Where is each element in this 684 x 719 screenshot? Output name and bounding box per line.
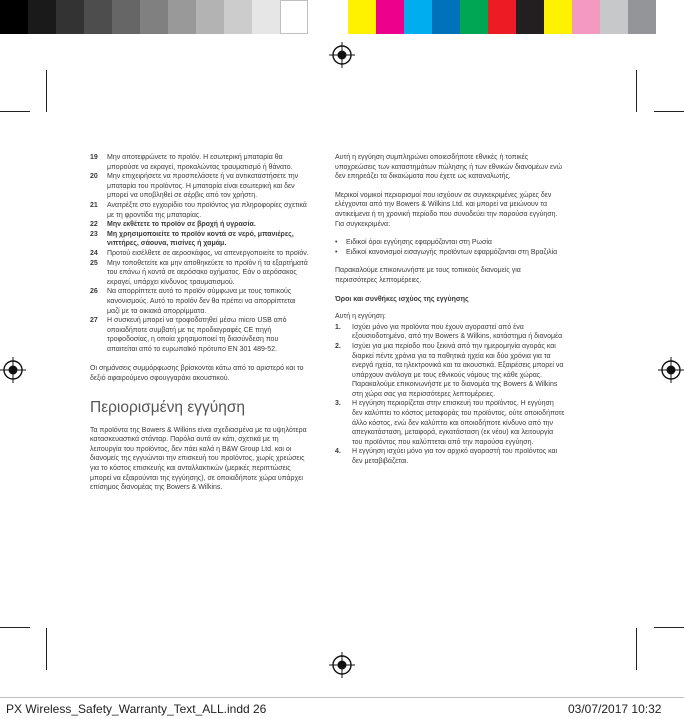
list-item (90, 201, 310, 220)
crop-mark (654, 111, 684, 112)
item-number: 22 (90, 221, 98, 229)
list-item (90, 220, 310, 230)
item-text: Να απορρίπτετε αυτό το προϊόν σύμφωνα με τους τοπικούς κανονισμούς. Αυτό το προϊόν δεν θα πρέπει να απορρίπτεται μαζί με τα οικιακά απορρίμματα. (107, 288, 296, 315)
footer-filename: PX Wireless_Safety_Warranty_Text_ALL.indd 26 (6, 702, 267, 716)
crop-mark (636, 70, 637, 112)
item-text: Η εγγύηση ισχύει μόνο για τον αρχικό αγοραστή του προϊόντος και δεν μεταβιβάζεται. (352, 448, 558, 466)
item-number: 23 (90, 230, 98, 238)
item-number: 3. (335, 400, 341, 408)
crop-mark (0, 627, 30, 628)
footer-date: 03/07/2017 10:32 (568, 702, 662, 716)
color-swatch (628, 0, 656, 34)
list-item (90, 153, 310, 172)
crop-mark (46, 70, 47, 112)
color-swatch (460, 0, 488, 34)
color-swatch (112, 0, 140, 34)
terms-subheading: Όροι και συνθήκες ισχύος της εγγύησης (335, 295, 469, 303)
list-item (90, 230, 310, 249)
item-number: 21 (90, 201, 98, 209)
contact-distributor-paragraph: Παρακαλούμε επικοινωνήστε με τους τοπικούς διανομείς για περισσότερες λεπτομέρειες. (335, 267, 521, 284)
crop-mark (0, 111, 30, 112)
registration-mark-icon (658, 357, 684, 383)
item-text: Μη χρησιμοποιείτε το προϊόν κοντά σε νερό, μπανιέρες, νιπτήρες, σάουνα, πισίνες ή χαμάμ. (107, 230, 294, 248)
color-swatch (252, 0, 280, 34)
compliance-note: Οι σημάνσεις συμμόρφωσης βρίσκονται κάτω από το αριστερό και το δεξιό αφαιρούμενο σφουγγαράκι ακουστικού. (90, 365, 304, 383)
color-swatch (84, 0, 112, 34)
color-swatch (404, 0, 432, 34)
item-text: Μην αποτεφρώνετε το προϊόν. Η εσωτερική μπαταρία θα μπορούσε να εκραγεί, προκαλώντας τραυματισμό ή θάνατο. (107, 154, 293, 171)
item-number: 2. (335, 342, 341, 350)
item-text: Μην εκθέτετε το προϊόν σε βροχή ή υγρασία. (107, 221, 256, 229)
item-number: 4. (335, 448, 341, 456)
warranty-supplement-paragraph: Αυτή η εγγύηση συμπληρώνει οποιεσδήποτε εθνικές ή τοπικές υποχρεώσεις των καταστημάτων πώλησης ή των εθνικών διανομέων ενώ δεν επηρεάζει τα δικαιώματα που έχετε ως καταναλωτής. (335, 154, 563, 181)
list-item: • Ειδικοί όροι εγγύησης εφαρμόζονται στη Ρωσία (335, 239, 492, 247)
item-number: 1. (335, 323, 341, 331)
item-text: Μην επιχειρήσετε να προσπελάσετε ή να αντικαταστήσετε την μπαταρία του προϊόντος. Η μπαταρία είναι εσωτερική και δεν μπορεί να υποβληθεί σε σέρβις από τον χρήστη. (107, 173, 299, 200)
item-text: Η εγγύηση περιορίζεται στην επισκευή του προϊόντος. Η εγγύηση δεν καλύπτει το κόστος μεταφοράς του προϊόντος, ούτε οποιοδήποτε άλλο κόστος, ενώ δεν καλύπτει και οποιοδήποτε κίνδυνο από την απεγκατάσταση, μεταφορά, εγκατάσταση (εκ νέου) και λειτουργία του προϊόντος που καλύπτεται από την παρούσα εγγύηση. (352, 400, 565, 446)
list-item (335, 323, 565, 342)
color-swatch (0, 0, 28, 34)
item-text: Προτού εισέλθετε σε αεροσκάφος, να απενεργοποιείτε το προϊόν. (107, 249, 309, 257)
crop-mark (654, 627, 684, 628)
color-swatch (280, 0, 308, 34)
list-item (90, 287, 310, 316)
color-swatch (432, 0, 460, 34)
registration-mark-icon (329, 42, 355, 68)
color-swatch (488, 0, 516, 34)
item-number: 26 (90, 288, 98, 296)
right-column (335, 153, 565, 467)
color-swatch (168, 0, 196, 34)
color-swatch (600, 0, 628, 34)
color-swatch (572, 0, 600, 34)
color-swatch (28, 0, 56, 34)
item-text: Ισχύει για μια περίοδο που ξεκινά από την ημερομηνία αγοράς και διαρκεί πέντε χρόνια για τα παθητικά ηχεία και δύο χρόνια για τα ενεργά ηχεία, τα ηλεκτρονικά και τα ακουστικά. Εξαιρέσεις μπορεί να υπάρχουν ανάλογα με τους εθνικούς νόμους της κάθε χώρας. Παρακαλούμε επικοινωνήστε με το διανομέα της Bowers & Wilkins στη χώρα σας για περισσότερες λεπτομέρειες. (352, 342, 564, 398)
warranty-paragraph: Τα προϊόντα της Bowers & Wilkins είναι σχεδιασμένα με τα υψηλότερα κατασκευαστικά στάνταρ. Παρόλα αυτά αν κάτι, σχετικά με τη λειτουργία του προϊόντος, δεν πάει καλά η B&W Group Ltd. και οι διανομείς της εγγυώνται την επισκευή του προϊόντος, χωρίς χρεώσεις για το κόστος επισκευής και ανταλλακτικών (μερικές περιπτώσεις μπορεί να εξαιρούνται της εγγύησης), σε οποιαδήποτε χώρα υπάρχει επίσημος διανομέας της Bowers & Wilkins. (90, 426, 307, 492)
item-number: 20 (90, 173, 98, 181)
grayscale-color-bar (0, 0, 308, 34)
color-swatch (376, 0, 404, 34)
country-exceptions-list (335, 238, 565, 257)
limited-warranty-heading: Περιορισμένη εγγύηση (90, 398, 246, 416)
crop-mark (636, 628, 637, 670)
legal-limits-paragraph: Μερικοί νομικοί περιορισμοί που ισχύουν σε συγκεκριμένες χώρες δεν ελέγχονται από την Bowers & Wilkins Ltd. και μπορεί να μειώνουν τα αντικείμενα ή τη χρονική περίοδο που συνοδεύει την παρούσα εγγύηση. Για συγκεκριμένα: (335, 191, 558, 228)
item-number: 27 (90, 317, 98, 325)
registration-mark-icon (0, 357, 26, 383)
item-number: 24 (90, 249, 98, 257)
color-swatch (516, 0, 544, 34)
list-item (90, 172, 310, 201)
list-item (90, 316, 310, 354)
crop-mark (46, 628, 47, 670)
list-item (90, 259, 310, 288)
color-swatch (224, 0, 252, 34)
color-swatch (544, 0, 572, 34)
item-text: Ανατρέξτε στο εγχειρίδιο του προϊόντος για πληροφορίες σχετικά με τη φροντίδα της μπαταρίας. (107, 201, 307, 219)
color-swatch (56, 0, 84, 34)
registration-mark-icon (329, 652, 355, 678)
color-swatch (140, 0, 168, 34)
warranty-terms-list (335, 323, 565, 467)
item-text: Μην τοποθετείτε και μην αποθηκεύετε το προϊόν ή τα εξαρτήματά του επάνω ή κοντά σε αερόσακο οχήματος. Εάν ο αερόσακος εκραγεί, υπάρχει κίνδυνος τραυματισμού. (107, 259, 308, 286)
terms-intro: Αυτή η εγγύηση: (335, 313, 386, 321)
item-number: 19 (90, 154, 98, 161)
safety-instructions-list (90, 153, 310, 354)
left-column (90, 153, 310, 502)
list-item (335, 447, 565, 466)
item-text: Ισχύει μόνο για προϊόντα που έχουν αγοραστεί από ένα εξουσιοδοτημένο, από την Bowers & Wilkins, κατάστημα ή διανομέα (352, 323, 563, 341)
list-item (335, 342, 565, 400)
item-number: 25 (90, 259, 98, 267)
color-swatch (348, 0, 376, 34)
color-swatch (196, 0, 224, 34)
item-text: Η συσκευή μπορεί να τροφοδοτηθεί μέσω micro USB από οποιαδήποτε συμβατή με τις προδιαγραφές CE πηγή τροφοδοσίας, η οποία χρησιμοποιεί τη διασύνδεση που απαιτείται από το ευρωπαϊκό πρότυπο EN 301 489-52. (107, 317, 287, 353)
list-item (90, 249, 310, 259)
process-color-bar (348, 0, 656, 34)
list-item (335, 399, 565, 447)
list-item: • Ειδικοί κανονισμοί εισαγωγής προϊόντων εφαρμόζονται στη Βραζιλία (335, 248, 558, 256)
